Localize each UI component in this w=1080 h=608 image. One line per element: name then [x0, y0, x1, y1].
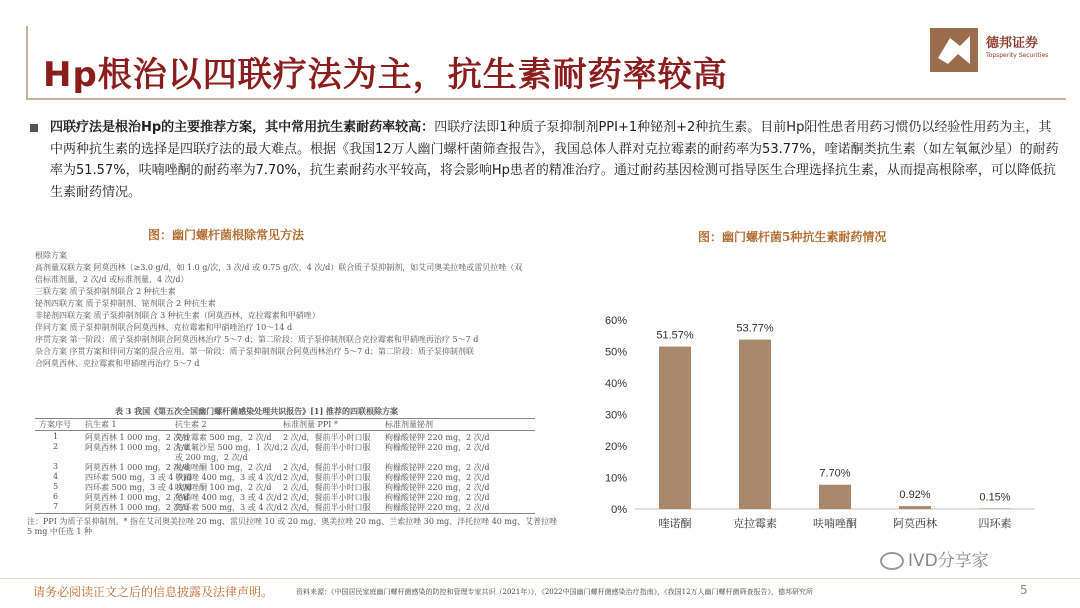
table-cell: 阿莫西林 1 000 mg，2 次/d — [85, 463, 190, 472]
table-footnote: 注：PPI 为质子泵抑制剂。* 指在艾司奥美拉唑 20 mg、雷贝拉唑 10 或 20 mg、奥美拉唑 20 mg、兰索拉唑 30 mg、泮托拉唑 40 mg、艾普拉唑 — [27, 517, 558, 526]
footer-source: 资料来源：《中国居民家庭幽门螺杆菌感染的防控和管理专家共识（2021年）》，《2022中国幽门螺杆菌感染治疗指南》，《我国12万人幽门螺杆菌筛查报告》，德邦研究所 — [296, 588, 814, 596]
y-tick-label: 30% — [604, 409, 627, 422]
summary-text: 四联疗法即1种质子泵抑制剂PPI+1种铋剂+2种抗生素。目前Hp阳性患者用药习惯仍以经验性用药为主，其中两种抗生素的选择是四联疗法的最大难点。根据《我国12万人幽门螺杆菌筛查报告》，我国总体人群对克拉霉素的耐药率为53.77%，喹诺酮类抗生素（如左氧氟沙星）的耐药率为51.57%，呋喃唑酮的耐药率为7.70%，抗生素耐药水平较高，将会影响Hp患者的精准治疗。通过耐药基因检测可指导医生合理选择抗生素，从而提高根除率，可以降低抗生素耐药情况。 — [50, 120, 1059, 200]
table-cell: 四环素 500 mg，3 或 4 次/d — [85, 483, 192, 492]
method-line: 序贯方案 第一阶段：质子泵抑制剂联合阿莫西林治疗 5～7 d；第二阶段：质子泵抑制剂联合克拉霉素和甲硝唑再治疗 5～7 d — [35, 335, 479, 344]
table-cell: 3 — [53, 462, 59, 471]
logo-name: 德邦证券 — [986, 36, 1039, 51]
table-cell: 5 — [53, 482, 59, 491]
table-header-cell: 抗生素 2 — [175, 420, 207, 429]
table-cell: 1 — [53, 432, 59, 441]
page-number: 5 — [1020, 583, 1028, 597]
table-footnote: 5 mg 中任选 1 种 — [27, 527, 93, 536]
table-cell: 枸橼酸铋钾 220 mg，2 次/d — [385, 483, 490, 492]
table-cell: 4 — [53, 472, 59, 481]
resistance-bar-chart — [590, 305, 1045, 535]
data-label: 0.92% — [899, 489, 931, 502]
left-figure-title: 图：幽门螺杆菌根除常见方法 — [148, 228, 305, 242]
method-line: 高剂量双联方案 阿莫西林（≥3.0 g/d，如 1.0 g/次，3 次/d 或 0.75 g/次，4 次/d）联合质子泵抑制剂，如艾司奥美拉唑或雷贝拉唑（双 — [35, 263, 523, 272]
table-cell: 2 次/d，餐前半小时口服 — [283, 473, 371, 482]
title-divider — [26, 98, 1066, 100]
footer-divider — [0, 578, 1080, 579]
table-header-cell: 方案序号 — [39, 420, 71, 429]
table-header-cell: 抗生素 1 — [85, 420, 117, 429]
method-line: 合阿莫西林、克拉霉素和甲硝唑再治疗 5～7 d — [35, 359, 200, 368]
table-cell: 枸橼酸铋钾 220 mg，2 次/d — [385, 463, 490, 472]
bar — [979, 509, 1011, 510]
table-cell: 2 次/d，餐前半小时口服 — [283, 483, 371, 492]
table-cell: 枸橼酸铋钾 220 mg，2 次/d — [385, 473, 490, 482]
table-cell: 2 次/d，餐前半小时口服 — [283, 433, 371, 442]
bar — [819, 485, 851, 509]
table-cell: 四环素 500 mg，3 或 4 次/d — [85, 473, 192, 482]
x-tick-label: 克拉霉素 — [733, 517, 777, 530]
table-cell: 枸橼酸铋钾 220 mg，2 次/d — [385, 433, 490, 442]
table-cell: 7 — [53, 502, 59, 511]
watermark — [880, 546, 989, 571]
logo-mark-icon — [930, 28, 978, 72]
table-cell: 阿莫西林 1 000 mg，2 次/d — [85, 493, 190, 502]
company-logo — [930, 28, 1060, 76]
table-cell: 左氧氟沙星 500 mg，1 次/d； — [175, 443, 288, 452]
y-tick-label: 60% — [604, 315, 627, 327]
y-tick-label: 20% — [604, 441, 627, 453]
wechat-icon — [880, 552, 904, 570]
data-label: 0.15% — [979, 491, 1011, 504]
method-line: 三联方案 质子泵抑制剂联合 2 种抗生素 — [35, 287, 176, 296]
watermark-text: IVD分享家 — [908, 551, 989, 571]
data-label: 51.57% — [656, 329, 694, 342]
table-cell: 阿莫西林 1 000 mg，2 次/d — [85, 433, 190, 442]
table-cell: 枸橼酸铋钾 220 mg，2 次/d — [385, 443, 490, 452]
x-tick-label: 四环素 — [978, 517, 1012, 530]
data-label: 7.70% — [819, 467, 851, 480]
table-cell: 克拉霉素 500 mg，2 次/d — [175, 433, 272, 442]
x-tick-label: 呋喃唑酮 — [813, 517, 857, 530]
table-cell: 甲硝唑 400 mg，3 或 4 次/d — [175, 473, 282, 482]
eradication-methods-table — [27, 250, 558, 560]
footer-disclaimer: 请务必阅读正文之后的信息披露及法律声明。 — [33, 585, 274, 599]
logo-subtitle: Topsperity Securities — [986, 52, 1049, 59]
table-rule — [35, 513, 535, 514]
table-cell: 呋喃唑酮 100 mg，2 次/d — [175, 483, 272, 492]
method-line: 根除方案 — [35, 251, 67, 260]
method-line: 铋剂四联方案 质子泵抑制剂、铋剂联合 2 种抗生素 — [35, 299, 216, 308]
summary-bold-lead: 四联疗法是根治Hp的主要推荐方案，其中常用抗生素耐药率较高： — [50, 120, 435, 135]
table-cell: 6 — [53, 492, 59, 501]
table-header-cell: 标准剂量铋剂 — [385, 420, 433, 429]
method-line: 非铋剂四联方案 质子泵抑制剂联合 3 种抗生素（阿莫西林、克拉霉素和甲硝唑） — [35, 311, 320, 320]
table-caption: 表 3 我国《第五次全国幽门螺杆菌感染处理共识报告》[1] 推荐的四联根除方案 — [115, 406, 399, 416]
method-line: 倍标准剂量，2 次/d 或标准剂量，4 次/d） — [35, 275, 189, 284]
y-tick-label: 0% — [611, 504, 627, 516]
table-cell: 2 — [53, 442, 59, 451]
bar — [899, 506, 931, 509]
table-cell: 或 200 mg，2 次/d — [175, 453, 248, 462]
table-cell: 阿莫西林 1 000 mg，2 次/d — [85, 443, 190, 452]
table-cell: 四环素 500 mg，3 或 4 次/d — [175, 503, 282, 512]
summary-paragraph — [30, 117, 1060, 203]
bullet-icon — [30, 124, 38, 132]
table-cell: 甲硝唑 400 mg，3 或 4 次/d — [175, 493, 282, 502]
y-tick-label: 10% — [604, 472, 627, 485]
table-cell: 阿莫西林 1 000 mg，2 次/d — [85, 503, 190, 512]
table-cell: 枸橼酸铋钾 220 mg，2 次/d — [385, 503, 490, 512]
right-figure-title: 图：幽门螺杆菌5种抗生素耐药情况 — [698, 230, 887, 244]
table-cell: 2 次/d，餐前半小时口服 — [283, 463, 371, 472]
table-header-cell: 标准剂量 PPI * — [283, 420, 339, 429]
table-cell: 枸橼酸铋钾 220 mg，2 次/d — [385, 493, 490, 502]
y-tick-label: 40% — [604, 378, 627, 390]
bar — [739, 340, 771, 509]
page-title: Hp根治以四联疗法为主，抗生素耐药率较高 — [43, 55, 728, 95]
table-cell: 2 次/d，餐前半小时口服 — [283, 493, 371, 502]
x-tick-label: 阿莫西林 — [893, 517, 937, 530]
table-cell: 2 次/d，餐前半小时口服 — [283, 503, 371, 512]
table-cell: 呋喃唑酮 100 mg，2 次/d — [175, 463, 272, 472]
bar — [659, 347, 691, 509]
x-tick-label: 喹诺酮 — [658, 517, 692, 530]
y-tick-label: 50% — [604, 346, 627, 359]
table-rule — [35, 430, 535, 431]
method-line: 杂合方案 序贯方案和伴同方案的混合应用。第一阶段：质子泵抑制剂联合阿莫西林治疗 5～7 d；第二阶段：质子泵抑制剂联 — [35, 347, 474, 356]
method-line: 伴同方案 质子泵抑制剂联合阿莫西林、克拉霉素和甲硝唑治疗 10～14 d — [35, 323, 293, 332]
title-accent-line — [26, 26, 28, 98]
data-label: 53.77% — [736, 322, 774, 335]
table-cell: 2 次/d，餐前半小时口服 — [283, 443, 371, 452]
